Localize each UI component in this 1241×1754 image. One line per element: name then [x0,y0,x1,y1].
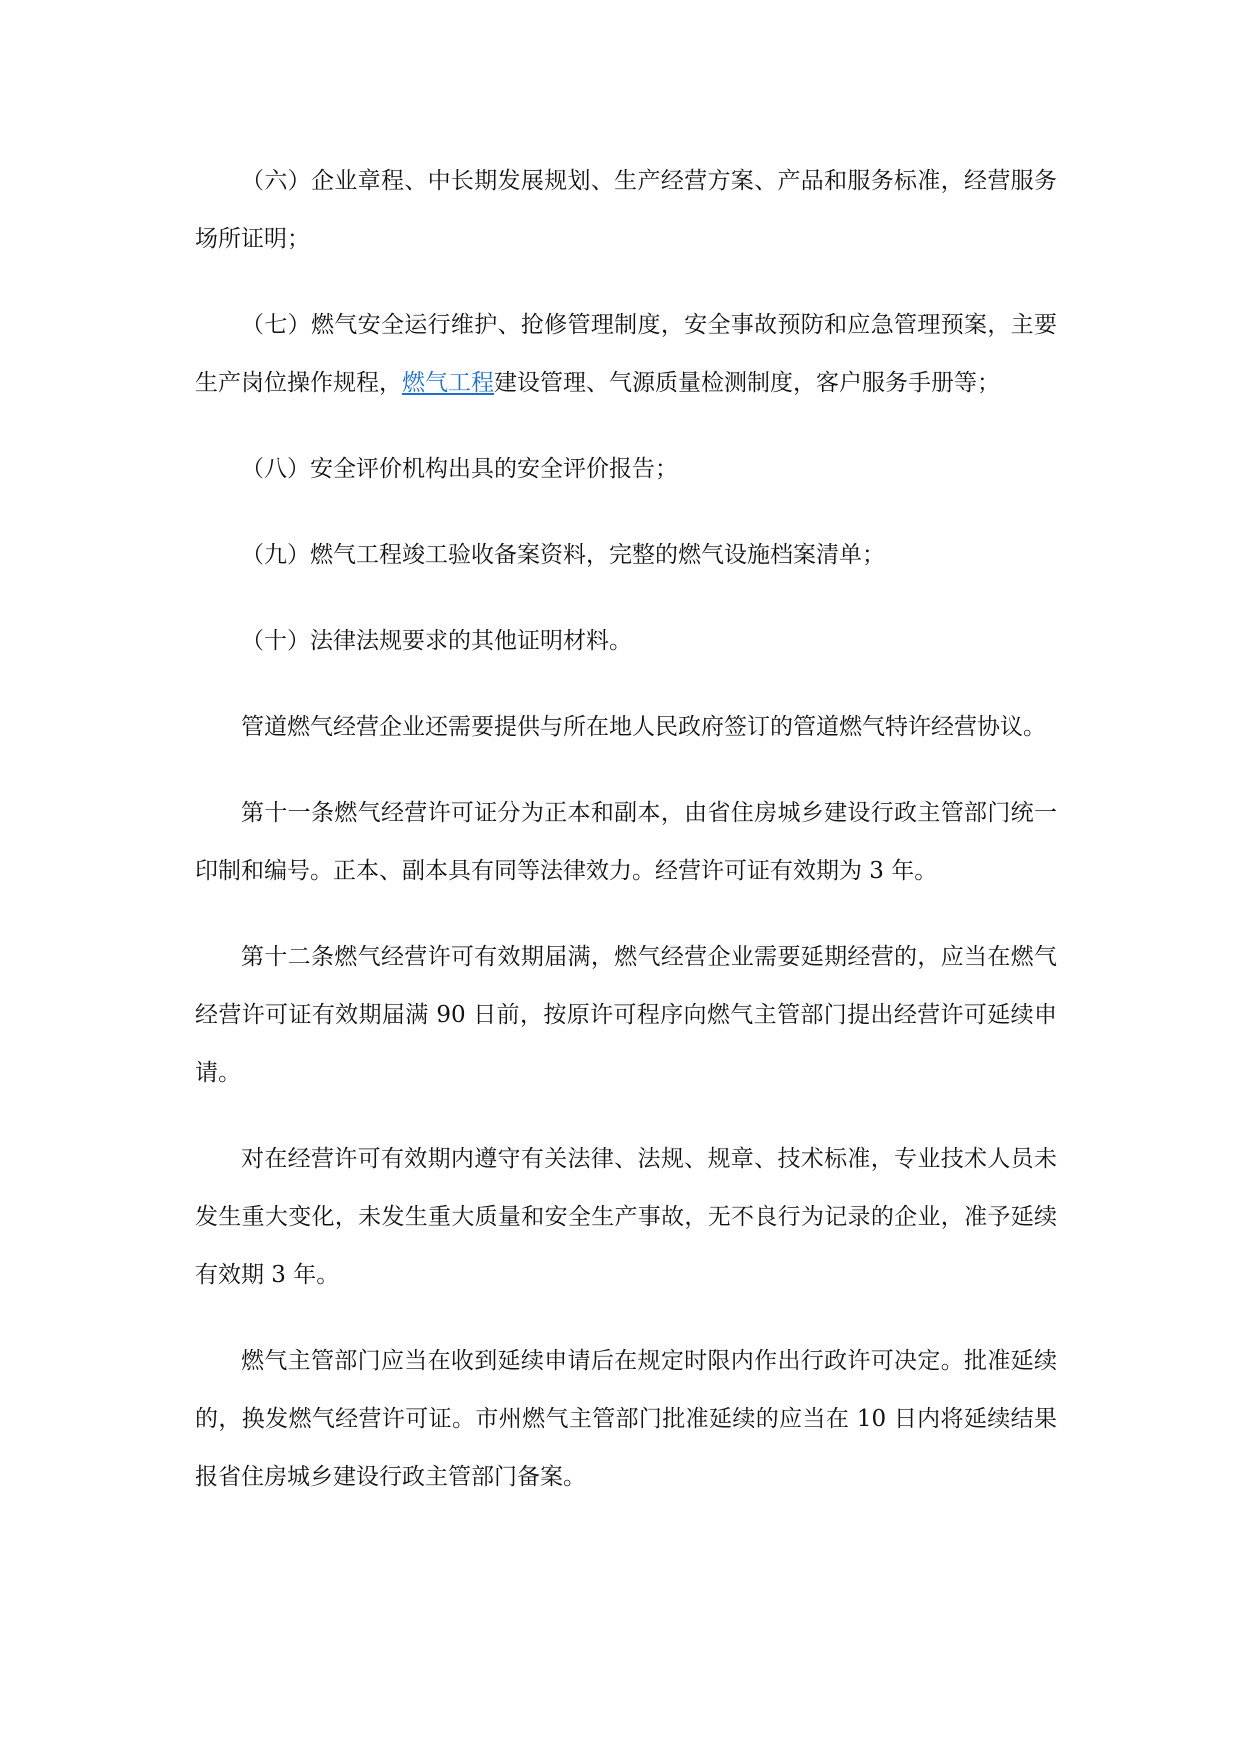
gas-engineering-link[interactable]: 燃气工程 [402,370,494,396]
paragraph-item-9: （九）燃气工程竣工验收备案资料，完整的燃气设施档案清单； [241,542,885,568]
paragraph-renewal-conditions: 对在经营许可有效期内遵守有关法律、法规、规章、技术标准，专业技术人员未发生重大变化，未发生重大质量和安全生产事故，无不良行为记录的企业，准予延续有效期 3 年。 [195,1146,1057,1288]
paragraph-pipeline-agreement: 管道燃气经营企业还需要提供与所在地人民政府签订的管道燃气特许经营协议。 [241,714,1046,740]
paragraph-article-12: 第十二条燃气经营许可有效期届满，燃气经营企业需要延期经营的，应当在燃气经营许可证有效期届满 90 日前，按原许可程序向燃气主管部门提出经营许可延续申请。 [195,944,1057,1086]
document-body [195,152,1057,1534]
paragraph-item-7-text-after: 建设管理、气源质量检测制度，客户服务手册等； [494,370,1000,396]
paragraph-item-10: （十）法律法规要求的其他证明材料。 [241,628,632,654]
paragraph-item-7-text-before: （七）燃气安全运行维护、抢修管理制度，安全事故预防和应急管理预案，主要生产岗位操作规程， [195,312,1057,396]
paragraph-item-8: （八）安全评价机构出具的安全评价报告； [241,456,678,482]
paragraph-renewal-decision: 燃气主管部门应当在收到延续申请后在规定时限内作出行政许可决定。批准延续的，换发燃气经营许可证。市州燃气主管部门批准延续的应当在 10 日内将延续结果报省住房城乡建设行政主管部门备案。 [195,1348,1057,1490]
paragraph-article-11: 第十一条燃气经营许可证分为正本和副本，由省住房城乡建设行政主管部门统一印制和编号。正本、副本具有同等法律效力。经营许可证有效期为 3 年。 [195,800,1057,884]
paragraph-item-7 [195,296,1057,412]
paragraph-item-6: （六）企业章程、中长期发展规划、生产经营方案、产品和服务标准，经营服务场所证明； [195,168,1057,252]
